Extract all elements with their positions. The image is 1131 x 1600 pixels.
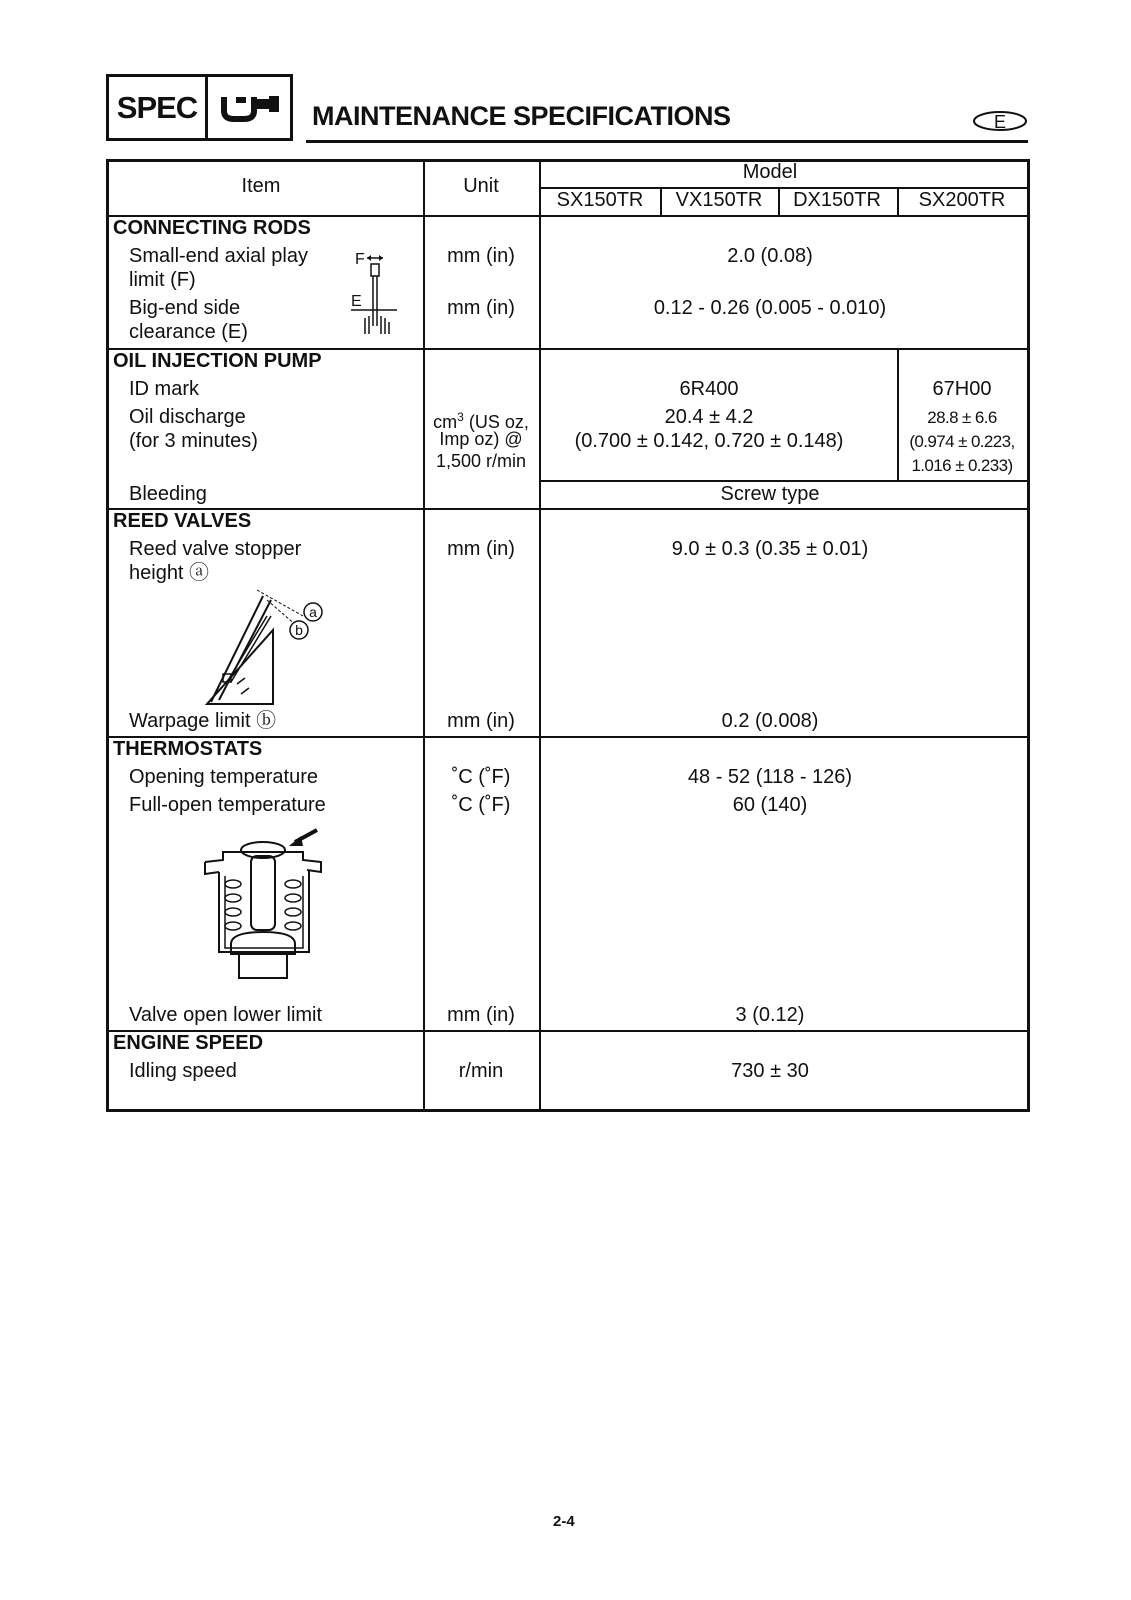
id-mark-label: ID mark (129, 378, 199, 400)
unit-us-oz: (US oz, (463, 412, 529, 432)
wrench-tool-icon (208, 77, 290, 138)
col-divider-pump (897, 349, 899, 481)
small-end-value: 2.0 (0.08) (727, 245, 813, 267)
valve-lower-limit-value: 3 (0.12) (735, 1004, 805, 1026)
model-sx150tr: SX150TR (556, 189, 644, 211)
idling-speed-value: 730 ± 30 (731, 1060, 809, 1082)
stopper-height-label: Reed valve stopper (129, 538, 302, 560)
page-number: 2-4 (553, 1513, 575, 1530)
col-divider-model-3 (897, 188, 899, 216)
oil-discharge-label-2: (for 3 minutes) (129, 430, 258, 452)
idling-speed-label: Idling speed (129, 1060, 237, 1082)
small-end-label: Small-end axial play (129, 245, 308, 267)
oil-discharge-value-b-3: 1.016 ± 0.233) (911, 456, 1013, 475)
stopper-height-value: 9.0 ± 0.3 (0.35 ± 0.01) (671, 538, 869, 560)
warpage-value: 0.2 (0.008) (721, 710, 819, 732)
language-badge-label: E (993, 112, 1007, 132)
full-open-temp-label: Full-open temperature (129, 794, 326, 816)
col-divider-unit (539, 162, 541, 1109)
header-unit: Unit (463, 175, 499, 197)
spec-label: SPEC (109, 77, 208, 138)
model-sx200tr: SX200TR (918, 189, 1006, 211)
stopper-height-unit: mm (in) (447, 538, 515, 560)
warpage-unit: mm (in) (447, 710, 515, 732)
diagram-label-a: a (309, 604, 317, 620)
thermostat-diagram (197, 824, 337, 994)
oil-discharge-label: Oil discharge (129, 406, 246, 428)
id-mark-value-b: 67H00 (932, 378, 992, 400)
language-badge (972, 110, 1028, 132)
diagram-label-b: b (295, 622, 303, 638)
opening-temp-value: 48 - 52 (118 - 126) (687, 766, 853, 788)
oil-discharge-unit-line3: 1,500 r/min (435, 451, 527, 471)
id-mark-value-a: 6R400 (679, 378, 739, 400)
spec-table (106, 159, 1030, 1112)
section-connecting-rods: CONNECTING RODS (113, 217, 311, 239)
col-divider-model-2 (778, 188, 780, 216)
section-engine-speed: ENGINE SPEED (113, 1032, 264, 1054)
reed-valve-diagram (201, 586, 331, 710)
valve-lower-limit-label: Valve open lower limit (129, 1004, 323, 1026)
big-end-value: 0.12 - 0.26 (0.005 - 0.010) (653, 297, 887, 319)
opening-temp-label: Opening temperature (129, 766, 319, 788)
big-end-unit: mm (in) (447, 297, 515, 319)
col-divider-model-1 (660, 188, 662, 216)
page-title: MAINTENANCE SPECIFICATIONS (312, 101, 731, 131)
model-vx150tr: VX150TR (675, 189, 763, 211)
opening-temp-unit: ˚C (˚F) (451, 766, 511, 788)
bleeding-value: Screw type (720, 483, 820, 505)
unit-cm: cm (433, 412, 458, 432)
unit-superscript: 3 (457, 410, 464, 424)
oil-discharge-unit-line2: Imp oz) @ (439, 429, 523, 449)
full-open-temp-unit: ˚C (˚F) (451, 794, 511, 816)
big-end-label: Big-end side (129, 297, 241, 319)
diagram-label-f: F (355, 251, 365, 268)
model-dx150tr: DX150TR (793, 189, 881, 211)
section-oil-injection-pump: OIL INJECTION PUMP (113, 350, 322, 372)
oil-discharge-value-b-2: (0.974 ± 0.223, (909, 432, 1015, 451)
section-reed-valves: REED VALVES (113, 510, 252, 532)
oil-discharge-value-a-2: (0.700 ± 0.142, 0.720 ± 0.148) (574, 430, 844, 452)
oil-discharge-value-a: 20.4 ± 4.2 (664, 406, 754, 428)
col-divider-item (423, 162, 425, 1109)
diagram-label-e: E (351, 293, 362, 310)
spec-badge (106, 74, 293, 141)
valve-lower-limit-unit: mm (in) (447, 1004, 515, 1026)
header-model: Model (742, 161, 798, 183)
title-underline (306, 140, 1028, 143)
stopper-height-label-2: height ⓐ (129, 562, 210, 584)
section-thermostats: THERMOSTATS (113, 738, 263, 760)
idling-speed-unit: r/min (458, 1060, 504, 1082)
small-end-label-2: limit (F) (129, 269, 196, 291)
oil-discharge-value-b: 28.8 ± 6.6 (927, 408, 997, 427)
bleeding-label: Bleeding (129, 483, 207, 505)
small-end-unit: mm (in) (447, 245, 515, 267)
header-item: Item (241, 175, 281, 197)
connecting-rod-diagram (347, 246, 407, 338)
warpage-label: Warpage limit ⓑ (129, 710, 277, 732)
full-open-temp-value: 60 (140) (732, 794, 808, 816)
big-end-label-2: clearance (E) (129, 321, 248, 343)
